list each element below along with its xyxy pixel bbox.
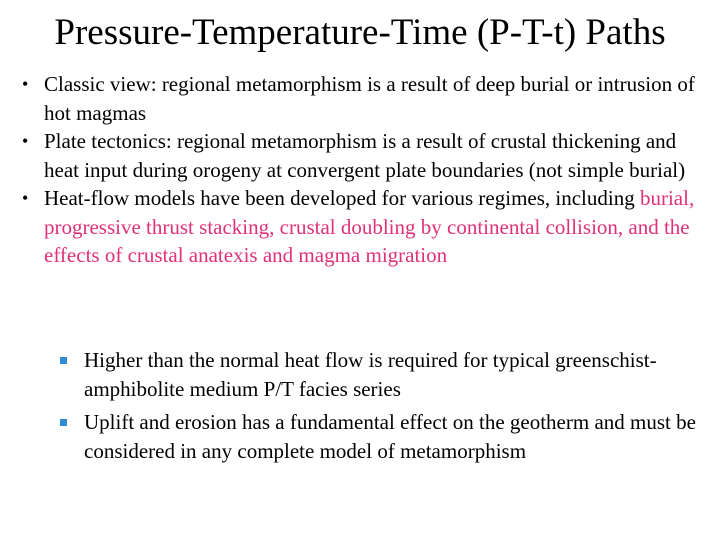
bullet-dot-icon: • [22,131,29,151]
sub-bullet-list [58,346,706,470]
sub-bullet-item-heat-flow [58,346,706,403]
sub-bullet-item-uplift-erosion [58,408,706,465]
bullet-item-plate-tectonics [22,127,702,184]
bullet-text: Heat-flow models have been developed for various regimes, including [44,186,640,210]
square-bullet-icon [60,419,67,426]
bullet-highlighted-text: burial, progressive thrust stacking, crustal doubling by continental collision, and the effects of crustal anatexis and magma migration [44,186,695,267]
bullet-list [22,70,702,270]
sub-bullet-text: Higher than the normal heat flow is required for typical greenschist-amphibolite medium P/T facies series [84,348,657,401]
bullet-text: Classic view: regional metamorphism is a result of deep burial or intrusion of hot magmas [44,72,695,125]
sub-bullet-text: Uplift and erosion has a fundamental effect on the geotherm and must be considered in any complete model of metamorphism [84,410,696,463]
bullet-item-classic-view [22,70,702,127]
slide-title: Pressure-Temperature-Time (P-T-t) Paths [54,12,666,53]
bullet-dot-icon: • [22,74,29,94]
bullet-item-heat-flow-models [22,184,702,270]
bullet-dot-icon: • [22,188,29,208]
bullet-text: Plate tectonics: regional metamorphism is a result of crustal thickening and heat input during orogeny at convergent plate boundaries (not simple burial) [44,129,686,182]
square-bullet-icon [60,357,67,364]
